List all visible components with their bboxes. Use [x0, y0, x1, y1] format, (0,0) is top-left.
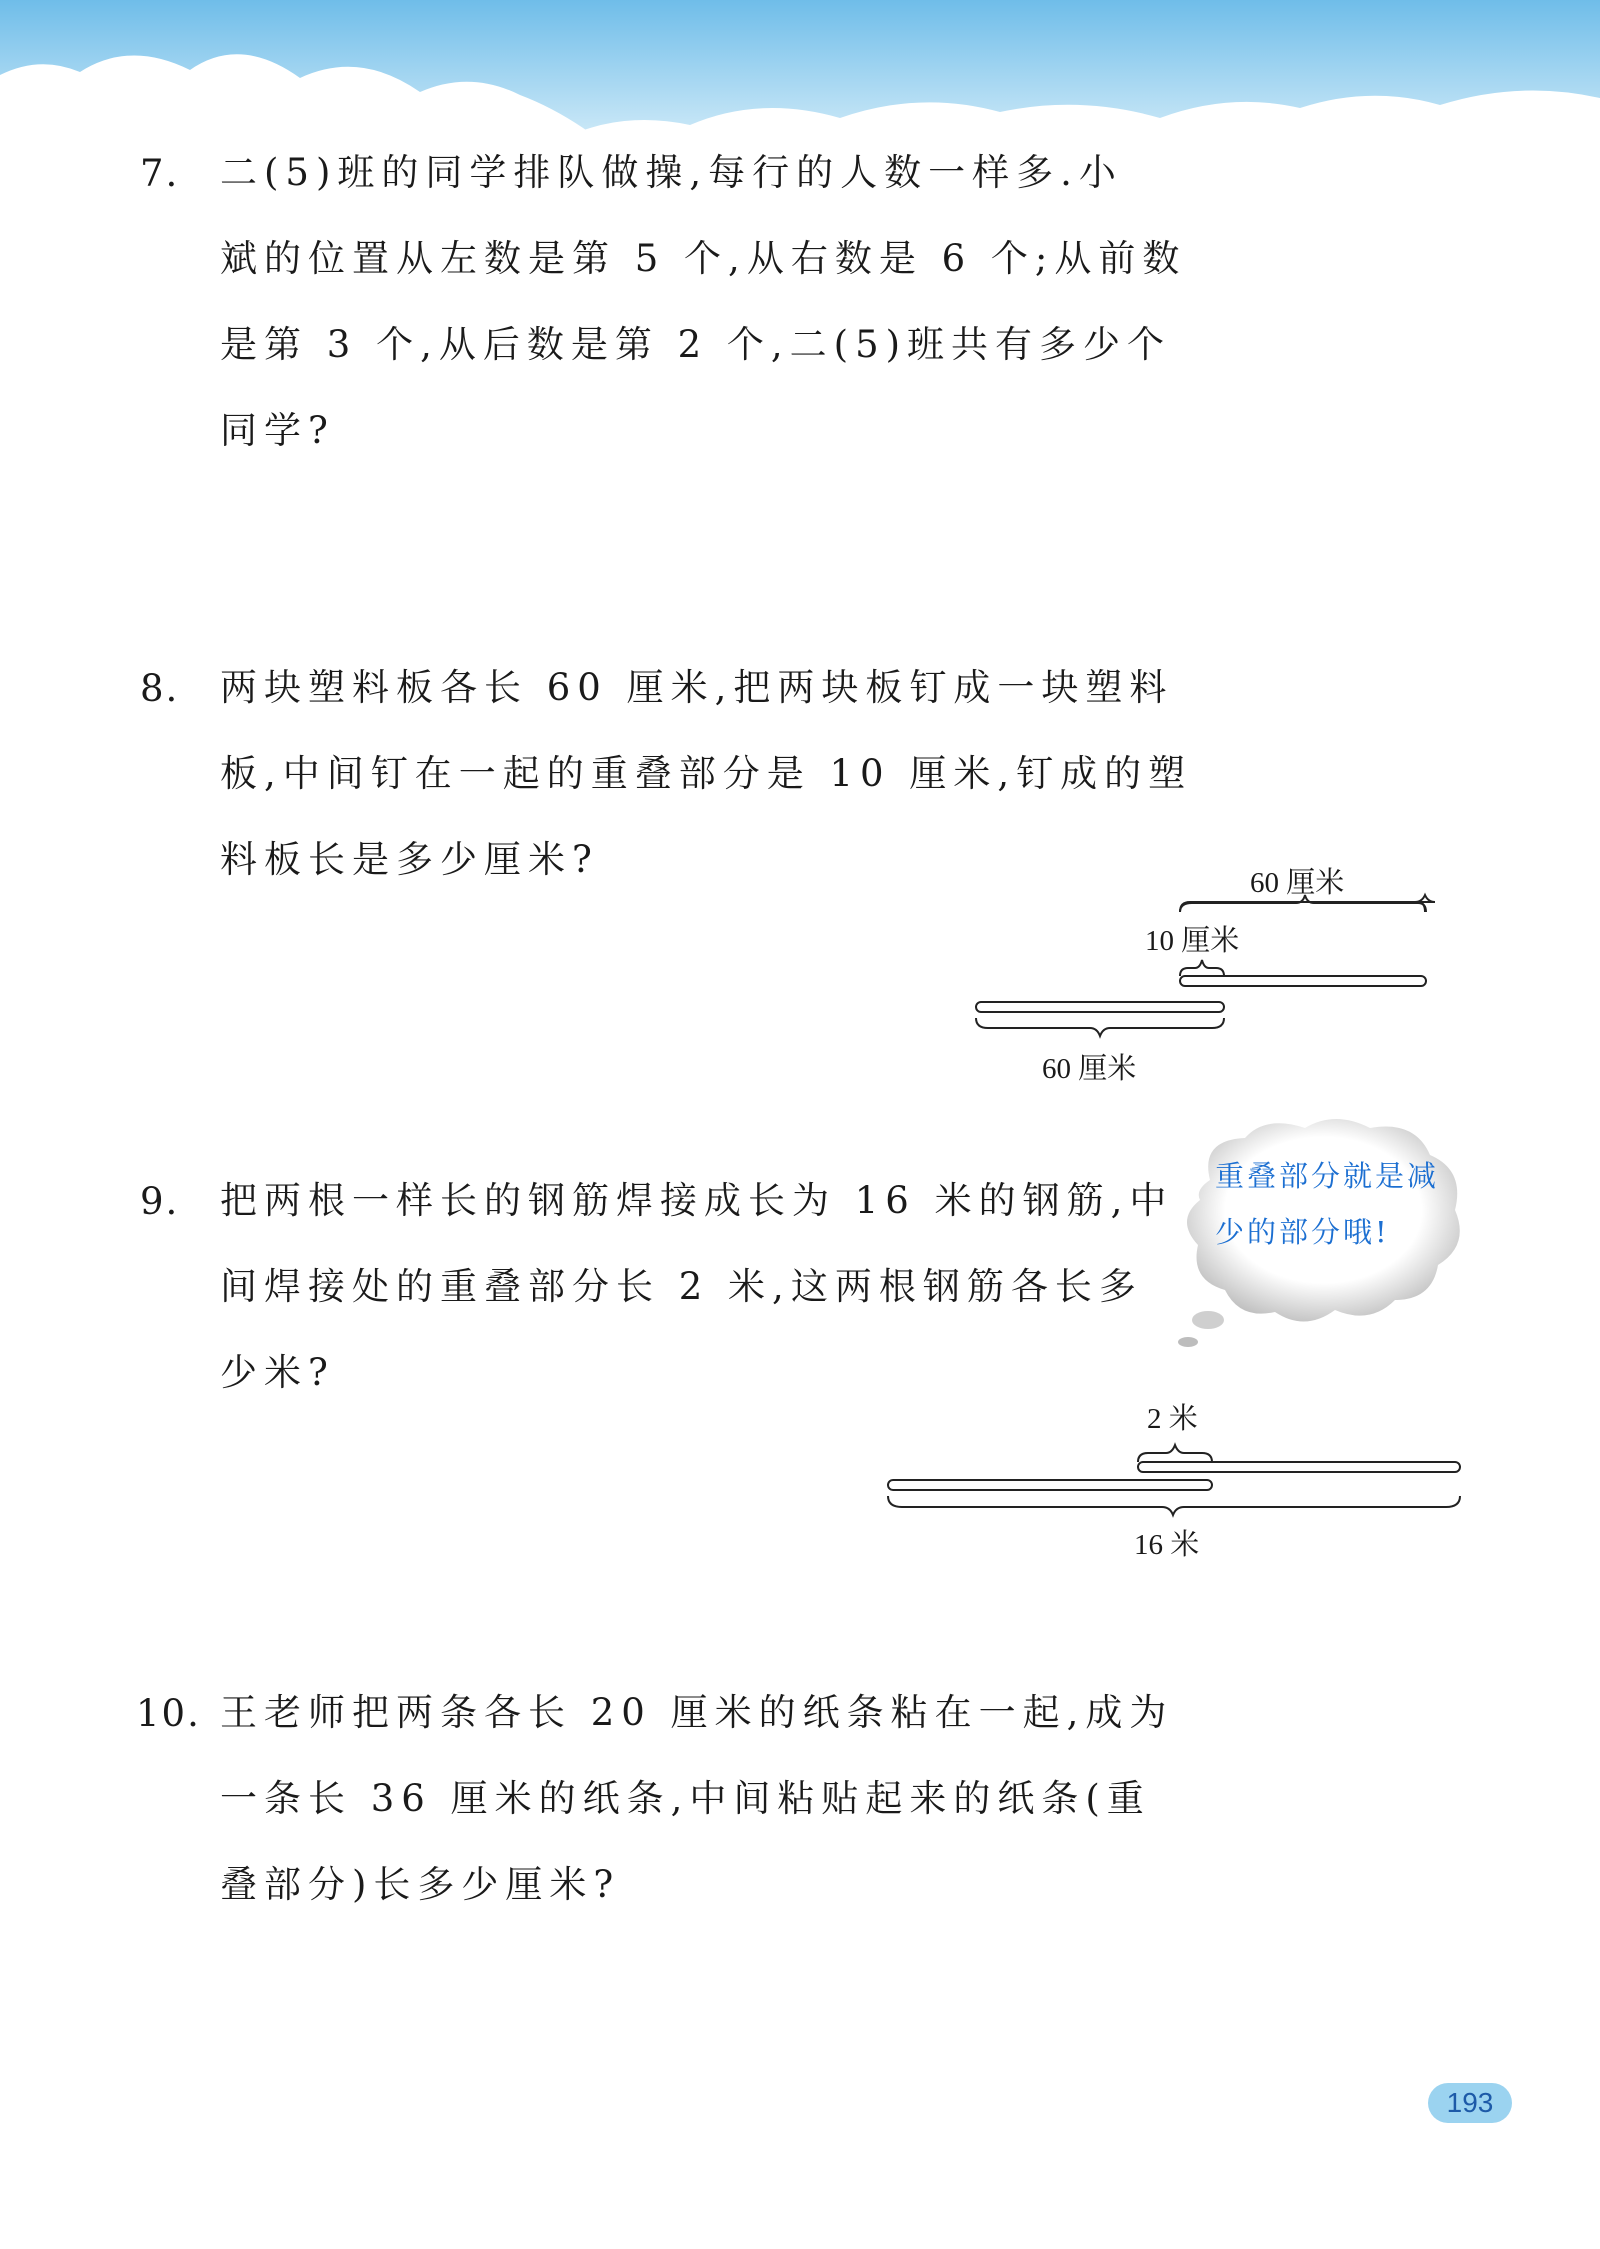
- hint-text: [1215, 1148, 1465, 1260]
- text-line: 两块塑料板各长 60 厘米,把两块板钉成一块塑料: [220, 666, 1174, 709]
- board-upper: [1180, 976, 1426, 986]
- label-board-length-top: 60 厘米: [1250, 867, 1345, 899]
- hint-line: 少的部分哦!: [1215, 1215, 1390, 1249]
- sky-header-decoration: [0, 0, 1600, 140]
- label-overlap-2m: 2 米: [1147, 1403, 1198, 1435]
- board-lower: [976, 1002, 1224, 1012]
- problem-text: [220, 130, 1220, 474]
- hint-line: 重叠部分就是减: [1215, 1159, 1440, 1193]
- text-line: 叠部分)长多少厘米?: [220, 1863, 621, 1906]
- text-line: 王老师把两条各长 20 厘米的纸条粘在一起,成为: [220, 1691, 1174, 1734]
- problem-number: 8.: [140, 667, 180, 710]
- label-total-16m: 16 米: [1134, 1529, 1200, 1561]
- problem-text: [220, 1670, 1220, 1928]
- text-line: 板,中间钉在一起的重叠部分是 10 厘米,钉成的塑: [220, 752, 1193, 795]
- label-overlap-length: 10 厘米: [1145, 925, 1240, 957]
- text-line: 二(5)班的同学排队做操,每行的人数一样多.小: [220, 151, 1123, 194]
- label-board-length-bottom: 60 厘米: [1042, 1053, 1137, 1085]
- problem-number: 10.: [136, 1692, 201, 1735]
- text-line: 少米?: [220, 1351, 335, 1394]
- brace-overlap: [1180, 960, 1224, 976]
- text-line: 同学?: [220, 409, 335, 452]
- text-line: 是第 3 个,从后数是第 2 个,二(5)班共有多少个: [220, 323, 1172, 366]
- problem-text: [220, 645, 1220, 903]
- text-line: 料板长是多少厘米?: [220, 838, 599, 881]
- rebar-lower: [888, 1480, 1212, 1490]
- text-line: 间焊接处的重叠部分长 2 米,这两根钢筋各长多: [220, 1265, 1143, 1308]
- problem-number: 9.: [140, 1180, 180, 1223]
- problem-text: [220, 1158, 1220, 1416]
- page-number: 193: [1446, 2087, 1494, 2118]
- brace-bottom: [976, 1018, 1224, 1036]
- text-line: 斌的位置从左数是第 5 个,从右数是 6 个;从前数: [220, 237, 1187, 280]
- text-line: 一条长 36 厘米的纸条,中间粘贴起来的纸条(重: [220, 1777, 1151, 1820]
- brace-overlap-2m: [1138, 1445, 1212, 1462]
- rebar-upper: [1138, 1462, 1460, 1472]
- problem-number: 7.: [140, 152, 180, 195]
- text-line: 把两根一样长的钢筋焊接成长为 16 米的钢筋,中: [220, 1179, 1174, 1222]
- brace-total-16m: [888, 1496, 1460, 1515]
